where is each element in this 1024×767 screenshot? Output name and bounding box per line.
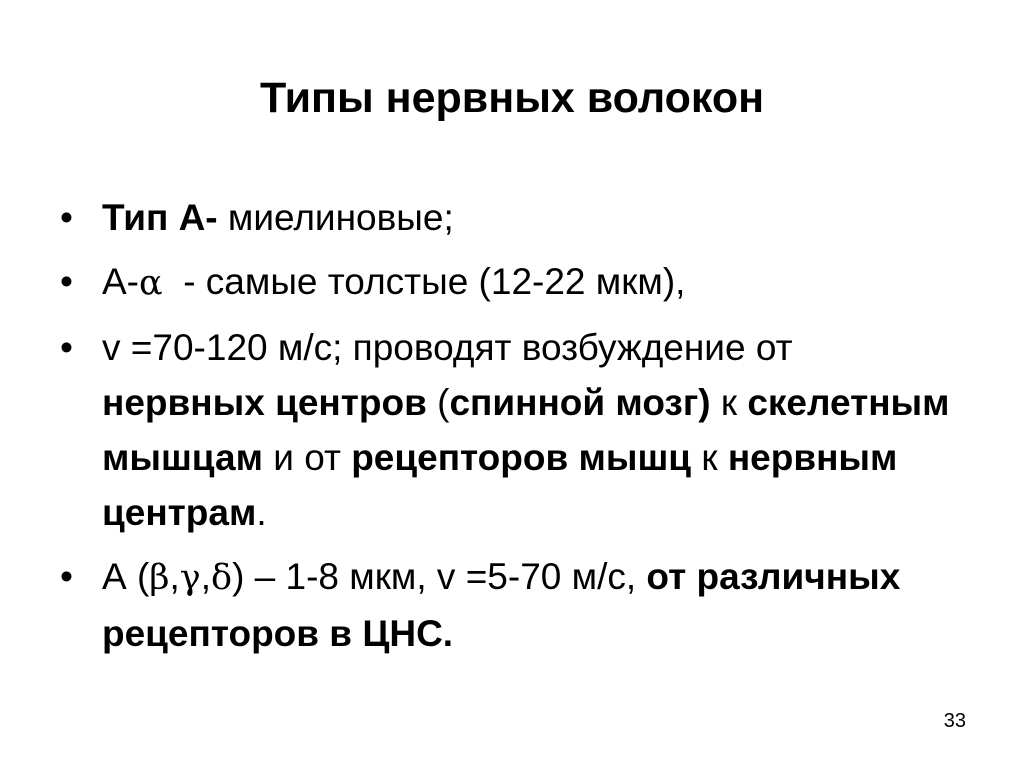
bullet-item [60, 254, 960, 311]
bullet-text-bold: спинной мозг) [449, 382, 711, 423]
bullet-text: ( [426, 382, 450, 423]
bullet-text-bold: от различных рецепторов в ЦНС. [102, 556, 901, 654]
bullet-item [60, 320, 960, 540]
bullet-marker: • [60, 556, 73, 597]
greek-symbol: δ [211, 558, 233, 598]
bullet-text: к [691, 437, 728, 478]
bullet-marker: • [60, 327, 73, 368]
bullet-text: и от [262, 437, 352, 478]
bullet-list [60, 190, 960, 670]
greek-symbol: β [149, 558, 170, 598]
bullet-text: , [200, 556, 211, 597]
bullet-text: А- [102, 261, 139, 302]
bullet-text-bold: Тип А- [102, 197, 218, 238]
greek-symbol: α [139, 263, 163, 303]
bullet-item [60, 190, 960, 245]
bullet-text: - самые толстые (12-22 мкм), [162, 261, 686, 302]
bullet-text: . [256, 492, 267, 533]
bullet-item [60, 549, 960, 661]
bullet-text: миелиновые; [217, 197, 454, 238]
bullet-text-bold: нервных центров [102, 382, 427, 423]
page-number: 33 [943, 710, 966, 732]
bullet-text: к [710, 382, 748, 423]
bullet-text-bold: нервным центрам [102, 437, 898, 533]
bullet-text-bold: скелетным мышцам [102, 382, 950, 478]
bullet-text: А ( [102, 556, 150, 597]
bullet-text: , [169, 556, 180, 597]
bullet-marker: • [60, 261, 73, 302]
bullet-marker: • [60, 197, 73, 238]
bullet-text: v =70-120 м/с; проводят возбуждение от [102, 327, 793, 368]
slide-title: Типы нервных волокон [259, 74, 765, 122]
bullet-text: ) – 1-8 мкм, v =5-70 м/с, [232, 556, 647, 597]
bullet-text-bold: рецепторов мышц [351, 437, 692, 478]
greek-symbol: γ [179, 558, 201, 598]
